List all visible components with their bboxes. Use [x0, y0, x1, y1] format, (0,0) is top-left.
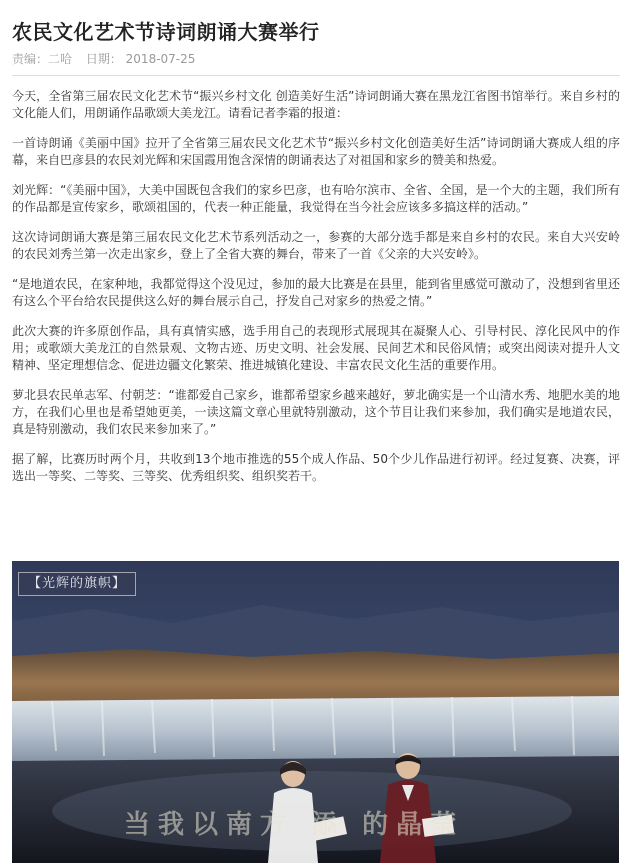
paragraph: 此次大赛的许多原创作品，具有真情实感，选手用自己的表现形式展现其在凝聚人心、引导村民、淳化民风中的作用；或歌颂大美龙江的自然景观、文物古迹、历史文明、社会发展、民间艺术和民俗风情；或突出阅读对提升人文精神、坚定理想信念、促进边疆文化繁荣、推进城镇化建设、丰富农民文化生活的重要作用。 — [12, 324, 620, 372]
article — [12, 0, 620, 498]
paragraph: 据了解，比赛历时两个月，共收到13个地市推选的55个成人作品、50个少儿作品进行初评。经过复赛、决赛，评选出一等奖、二等奖、三等奖、优秀组织奖、组织奖若干。 — [12, 452, 620, 483]
paragraph: 刘光辉：“《美丽中国》，大美中国既包含我们的家乡巴彦，也有哈尔滨市、全省、全国，是一个大的主题，我们所有的作品都是宣传家乡，歌颂祖国的，代表一种正能量，我觉得在当今社会应该多多搞这样的活动。” — [12, 183, 620, 214]
screen-subtitle: 当我以南方 添 的晶莹 — [124, 810, 465, 840]
event-photo — [12, 561, 619, 863]
paragraph: 萝北县农民单志军、付朝芝：“谁都爱自己家乡，谁都希望家乡越来越好，萝北确实是一个山清水秀、地肥水美的地方，在我们心里也是希望她更美，一读这篇文章心里就特别激动，这个节目让我们来参加，我们确实是地道农民，真是特别激动，我们农民来参加来了。” — [12, 388, 620, 436]
title-divider — [12, 75, 620, 76]
article-meta — [12, 51, 620, 67]
paragraph: “是地道农民，在家种地，我都觉得这个没见过，参加的最大比赛是在县里，能到省里感觉可激动了，没想到省里还有这么个平台给农民提供这么好的舞台展示自己，抒发自己对家乡的热爱之情。” — [12, 277, 620, 308]
screen-caption: 【光辉的旗帜】 — [18, 572, 136, 596]
article-body — [12, 88, 620, 485]
date-label: 日期： 2018-07-25 — [85, 52, 196, 66]
paragraph: 今天，全省第三届农民文化艺术节“振兴乡村文化 创造美好生活”诗词朗诵大赛在黑龙江省图书馆举行。来自乡村的文化能人们，用朗诵作品歌颂大美龙江。请看记者李霜的报道： — [12, 89, 620, 120]
paragraph: 一首诗朗诵《美丽中国》拉开了全省第三届农民文化艺术节“振兴乡村文化创造美好生活”诗词朗诵大赛成人组的序幕，来自巴彦县的农民刘光辉和宋国霞用饱含深情的朗诵表达了对祖国和家乡的赞美和热爱。 — [12, 136, 620, 167]
article-title: 农民文化艺术节诗词朗诵大赛举行 — [12, 20, 320, 44]
editor-label: 责编：二哈 — [12, 52, 73, 66]
paragraph: 这次诗词朗诵大赛是第三届农民文化艺术节系列活动之一，参赛的大部分选手都是来自乡村的农民。来自大兴安岭的农民刘秀兰第一次走出家乡，登上了全省大赛的舞台，带来了一首《父亲的大兴安岭》。 — [12, 230, 620, 261]
